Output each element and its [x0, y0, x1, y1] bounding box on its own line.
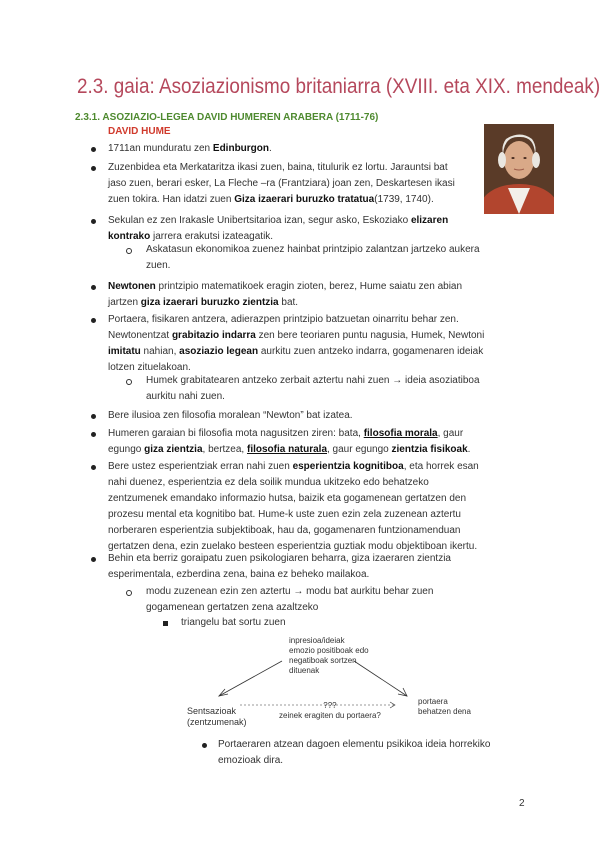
author-heading: DAVID HUME: [108, 126, 171, 137]
diagram-left-label: Sentsazioak (zentzumenak): [187, 706, 247, 727]
text-line: nahi duenez, esperientzia ez dela soilik mundua ukitzeko edo behatzeko: [108, 477, 429, 488]
text-line: Askatasun ekonomikoa zuenez hainbat printzipio zalantzan jartzeko aukera: [146, 244, 480, 255]
diagram-right-label: portaera behatzen dena: [418, 697, 471, 716]
text-line: jartzen giza izaerari buruzko zientzia bat.: [108, 297, 299, 308]
diagram-top-label: inpresioa/ideiak emozio positiboak edo negatiboak sortzen dituenak: [289, 636, 369, 675]
text-line: lotzen zituelakoan.: [108, 362, 191, 373]
text-line: triangelu bat sortu zuen: [181, 617, 286, 628]
bullet-dot: [202, 743, 207, 748]
text-line: Humeren garaian bi filosofia mota nagusitzen ziren: bata, filosofia morala, gaur: [108, 428, 464, 439]
text-line: gertatzen dena, ezin zuelako besteen esperientzia guztiak modu objektiboan ikertu.: [108, 541, 478, 552]
text-line: Portaeraren atzean dagoen elementu psikikoa ideia horrekiko: [218, 739, 491, 750]
text-line: zentzumenek emandako informazio hutsa, baizik eta gogamenean gertatzen den: [108, 493, 467, 504]
text-line: Humek grabitatearen antzeko zerbait aztertu nahi zuen → ideia asoziatiboa: [146, 375, 480, 386]
text-line: gogamenean gertatzen zena azaltzeko: [146, 602, 319, 613]
text-line: egungo giza zientzia, bertzea, filosofia naturala, gaur egungo zientzia fisikoak.: [108, 444, 471, 455]
text-line: aurkitu nahi zuen.: [146, 391, 225, 402]
text-line: 1711an munduratu zen Edinburgon.: [108, 143, 272, 154]
page-title: 2.3. gaia: Asoziazionismo britaniarra (XVIII. eta XIX. mendeak): [77, 75, 600, 98]
text-line: Portaera, fisikaren antzera, adierazpen printzipio batzuetan oinarritu behar zen.: [108, 314, 459, 325]
page-number: 2: [519, 798, 525, 809]
text-line: Sekulan ez zen Irakasle Unibertsitarioa izan, segur asko, Eskoziako elizaren: [108, 215, 449, 226]
text-line: imitatu nahian, asoziazio legean aurkitu zuen antzeko indarra, gogamenaren ideiak: [108, 346, 484, 357]
text-line: Bere ilusioa zen filosofia moralean “Newton” bat izatea.: [108, 410, 353, 421]
text-line: norberaren esperientzia subjektiboak, hau da, gogamenaren funtzionamenduan: [108, 525, 461, 536]
diagram-middle-label: ??? zeinek eragiten du portaera?: [279, 701, 381, 720]
text-line: kontrako jarrera erakutsi izateagatik.: [108, 231, 274, 242]
text-line: Bere ustez esperientziak erran nahi zuen esperientzia kognitiboa, eta horrek esan: [108, 461, 479, 472]
text-line: jaso zuen, berari esker, La Fleche –ra (Frantziara) joan zen, Deskartesen ikasi: [108, 178, 455, 189]
text-line: Newtonentzat grabitazio indarra zen bere teoriaren puntu nagusia, Humek, Newtoni: [108, 330, 485, 341]
text-line: Zuzenbidea eta Merkataritza ikasi zuen, baina, titulurik ez lortu. Jarauntsi bat: [108, 162, 448, 173]
text-line: modu zuzenean ezin zen aztertu → modu bat aurkitu behar zuen: [146, 586, 434, 597]
section-heading: 2.3.1. ASOZIAZIO-LEGEA DAVID HUMEREN ARABERA (1711-76): [75, 112, 379, 123]
diagram-arrow-left: [219, 661, 282, 696]
text-line: esperimentala, ezberdina zena, baina ez beheko mailakoa.: [108, 569, 370, 580]
text-line: zuen tokira. Han idatzi zuen Giza izaerari buruzko tratatua(1739, 1740).: [108, 194, 434, 205]
text-line: zuen.: [146, 260, 171, 271]
text-line: Behin eta berriz goraipatu zuen psikologiaren beharra, giza izaeraren zientzia: [108, 553, 451, 564]
text-line: emozioak dira.: [218, 755, 284, 766]
text-line: prozesu mental eta kognitibo bat. Hume-k uste zuen ezin zela zuzenean aztertu: [108, 509, 461, 520]
text-line: Newtonen printzipio matematikoek eragin zioten, berez, Hume saiatu zen abian: [108, 281, 463, 292]
